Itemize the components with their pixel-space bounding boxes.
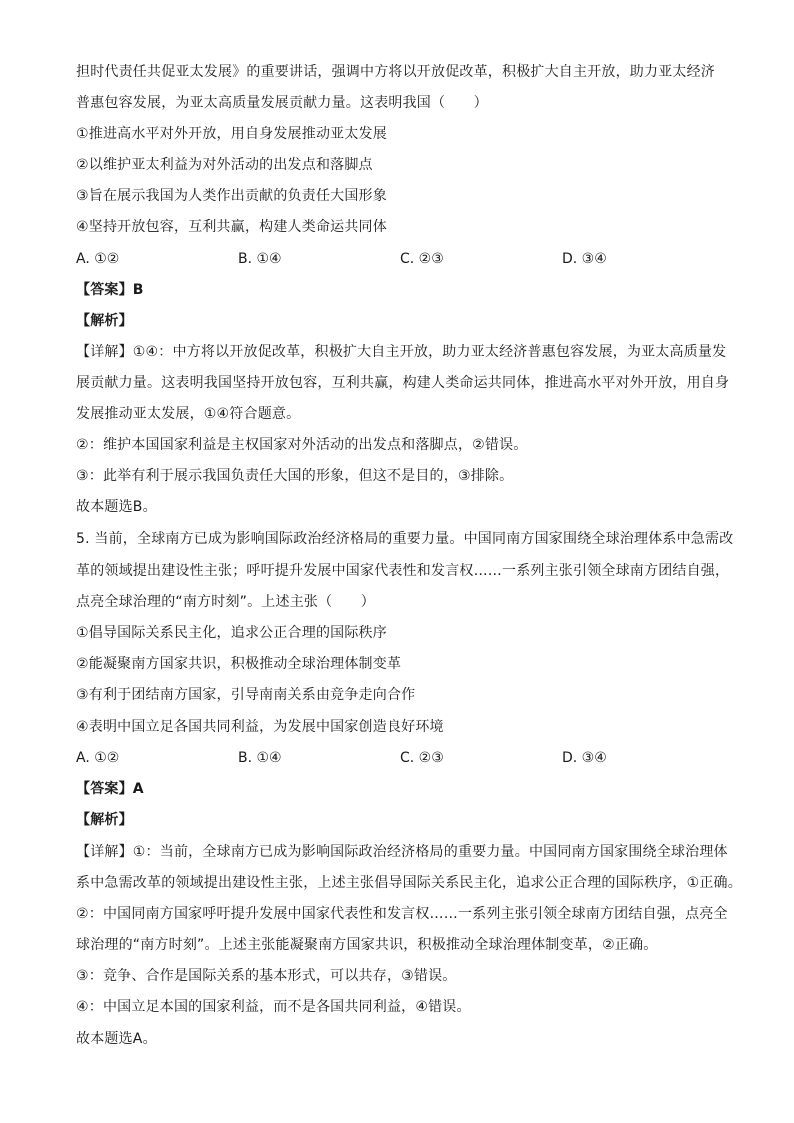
q4-conclusion: 故本题选B。 [76,499,157,515]
q5-statement-4: ④表明中国立足各国共同利益，为发展中国家创造良好环境 [76,719,444,735]
q4-detail-line-3: 发展推动亚太发展，①④符合题意。 [76,406,301,422]
q4-detail-line-4: ②：维护本国国家利益是主权国家对外活动的出发点和落脚点，②错误。 [76,437,528,453]
q4-detail-line-2: 展贡献力量。这表明我国坚持开放包容，互利共赢，构建人类命运共同体，推进高水平对外开放，用自身 [76,375,730,391]
q5-option-b: B. ①④ [238,750,282,766]
q5-detail-line-3: ②：中国同南方国家呼吁提升发展中国家代表性和发言权……一系列主张引领全球南方团结自强，点亮全 [76,906,728,922]
q4-statement-3: ③旨在展示我国为人类作出贡献的负责任大国形象 [76,188,387,204]
q4-statement-4: ④坚持开放包容，互利共赢，构建人类命运共同体 [76,219,387,235]
q4-statement-2: ②以维护亚太利益为对外活动的出发点和落脚点 [76,157,373,173]
q5-detail-line-1: 【详解】①：当前，全球南方已成为影响国际政治经济格局的重要力量。中国同南方国家围绕全球治理体 [76,844,728,860]
q4-option-a: A. ①② [76,251,120,267]
q4-answer: 【答案】B [76,282,144,298]
q5-statement-3: ③有利于团结南方国家，引导南南关系由竞争走向合作 [76,687,416,703]
q5-detail-line-2: 系中急需改革的领域提出建设性主张，上述主张倡导国际关系民主化，追求公正合理的国际秩序，①正确。 [76,875,742,891]
q5-option-d: D. ③④ [562,750,607,766]
q4-detail-line-5: ③：此举有利于展示我国负责任大国的形象，但这不是目的，③排除。 [76,468,514,484]
q5-detail-line-4: 球治理的“南方时刻”。上述主张能凝聚南方国家共识，积极推动全球治理体制变革，②正确。 [76,937,658,953]
q4-detail-line-1: 【详解】①④：中方将以开放促改革，积极扩大自主开放，助力亚太经济普惠包容发展，为亚太高质量发 [76,344,727,360]
q5-option-a: A. ①② [76,750,120,766]
q5-detail-line-5: ③：竞争、合作是国际关系的基本形式，可以共存，③错误。 [76,968,457,984]
q5-stem-line-1: 5. 当前，全球南方已成为影响国际政治经济格局的重要力量。中国同南方国家围绕全球治理体系中急需改 [76,531,734,547]
q4-option-d: D. ③④ [562,251,607,267]
q5-stem-line-2: 革的领域提出建设性主张；呼吁提升发展中国家代表性和发言权……一系列主张引领全球南方团结自强， [76,563,730,579]
q5-stem-line-3: 点亮全球治理的“南方时刻”。上述主张（ ） [76,594,375,610]
q5-conclusion: 故本题选A。 [76,1031,157,1047]
q5-answer: 【答案】A [76,781,144,797]
q5-statement-1: ①倡导国际关系民主化，追求公正合理的国际秩序 [76,625,387,641]
q4-analysis-label: 【解析】 [76,313,133,329]
q4-stem-line-1: 担时代责任共促亚太发展》的重要讲话，强调中方将以开放促改革，积极扩大自主开放，助力亚太经济 [76,64,715,80]
q4-stem-line-2: 普惠包容发展，为亚太高质量发展贡献力量。这表明我国（ ） [76,95,488,111]
q5-option-c: C. ②③ [400,750,444,766]
q4-option-b: B. ①④ [238,251,282,267]
q5-statement-2: ②能凝聚南方国家共识，积极推动全球治理体制变革 [76,656,402,672]
q5-detail-line-6: ④：中国立足本国的国家利益，而不是各国共同利益，④错误。 [76,999,471,1015]
q5-analysis-label: 【解析】 [76,812,133,828]
q4-statement-1: ①推进高水平对外开放，用自身发展推动亚太发展 [76,126,387,142]
q4-option-c: C. ②③ [400,251,444,267]
